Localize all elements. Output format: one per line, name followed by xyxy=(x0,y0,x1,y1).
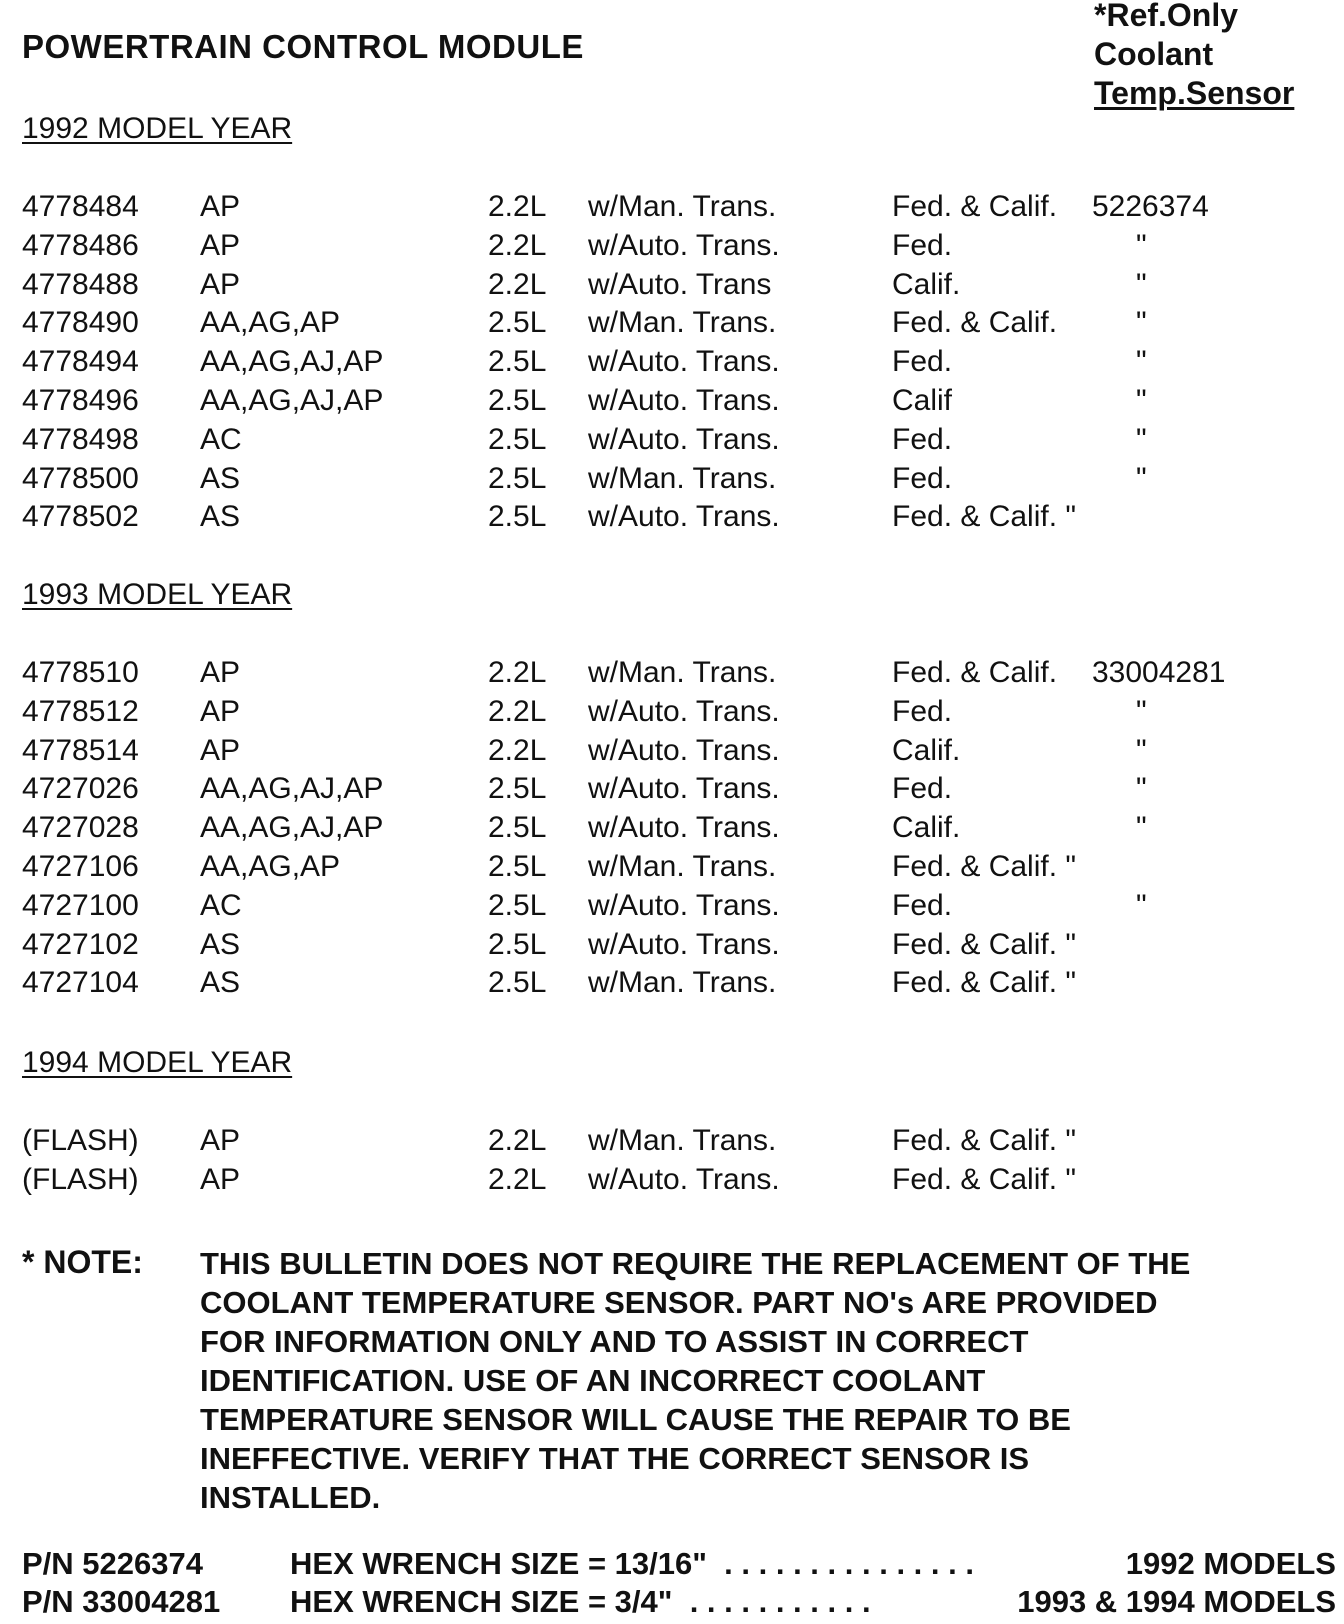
table-row xyxy=(0,500,1344,538)
note-line: THIS BULLETIN DOES NOT REQUIRE THE REPLACEMENT OF THE xyxy=(200,1246,1191,1281)
ditto-mark: " xyxy=(1136,694,1147,728)
emission-spec: Fed. & Calif. " xyxy=(892,1162,1077,1196)
ditto-mark: " xyxy=(1136,461,1147,495)
emission-spec: Fed. & Calif. " xyxy=(892,1124,1077,1157)
table-row xyxy=(0,1163,1344,1201)
body-code: AS xyxy=(200,500,241,534)
note-line: INEFFECTIVE. VERIFY THAT THE CORRECT SENSOR IS xyxy=(200,1441,1030,1476)
emission-spec: Fed. & Calif. " xyxy=(892,850,1077,883)
sensor-part-number: P/N 33004281 xyxy=(22,1584,221,1619)
engine-size: 2.5L xyxy=(488,966,547,1000)
emission-spec: Fed. xyxy=(892,694,953,728)
transmission: w/Auto. Trans. xyxy=(588,384,780,417)
note-label: * NOTE: xyxy=(22,1244,143,1280)
module-part-number: 4727028 xyxy=(22,811,139,845)
engine-size: 2.5L xyxy=(488,850,547,883)
ditto-mark: " xyxy=(1136,306,1147,340)
note-text xyxy=(200,1244,1330,1517)
engine-size: 2.5L xyxy=(488,345,547,379)
emission-spec: Fed. & Calif. xyxy=(892,190,1058,223)
ref-line-3: Temp.Sensor xyxy=(1094,75,1295,111)
emission-spec: Fed. & Calif. " xyxy=(892,966,1077,1000)
table-row xyxy=(0,695,1344,733)
sensor-spec-row xyxy=(0,1584,1344,1624)
emission-spec: Calif xyxy=(892,384,953,417)
ditto-mark: " xyxy=(1136,772,1147,806)
ref-line-2: Coolant xyxy=(1094,36,1214,72)
engine-size: 2.2L xyxy=(488,656,547,689)
ditto-mark: " xyxy=(1136,384,1147,417)
model-year-heading: 1994 MODEL YEAR xyxy=(22,1046,293,1079)
body-code: AP xyxy=(200,190,241,223)
module-part-number: 4778512 xyxy=(22,694,139,728)
engine-size: 2.5L xyxy=(488,461,547,495)
module-part-number: 4778514 xyxy=(22,733,139,767)
ref-column-header xyxy=(1094,0,1294,113)
note-line: IDENTIFICATION. USE OF AN INCORRECT COOLANT xyxy=(200,1363,986,1398)
transmission: w/Man. Trans. xyxy=(588,656,777,689)
body-code: AP xyxy=(200,656,241,689)
emission-spec: Fed. & Calif. " xyxy=(892,927,1077,961)
engine-size: 2.5L xyxy=(488,422,547,456)
applicable-models: 1992 MODELS xyxy=(1125,1546,1336,1581)
transmission: w/Auto. Trans. xyxy=(588,694,780,728)
module-part-number: 4778486 xyxy=(22,228,139,262)
table-row xyxy=(0,229,1344,267)
transmission: w/Auto. Trans. xyxy=(588,811,780,845)
module-part-number: (FLASH) xyxy=(22,1124,139,1157)
ditto-mark: " xyxy=(1136,888,1147,922)
emission-spec: Calif. xyxy=(892,811,961,845)
table-row xyxy=(0,850,1344,888)
table-row xyxy=(0,656,1344,694)
sensor-part-number: P/N 5226374 xyxy=(22,1546,203,1581)
body-code: AP xyxy=(200,1124,241,1157)
body-code: AA,AG,AP xyxy=(200,850,341,883)
hex-wrench-size: HEX WRENCH SIZE = 13/16" . . . . . . . . . . . . . . . xyxy=(290,1546,974,1581)
body-code: AP xyxy=(200,733,241,767)
table-row xyxy=(0,268,1344,306)
table-row xyxy=(0,772,1344,810)
emission-spec: Fed. & Calif. xyxy=(892,306,1058,340)
body-code: AA,AG,AJ,AP xyxy=(200,811,384,845)
engine-size: 2.2L xyxy=(488,733,547,767)
transmission: w/Auto. Trans. xyxy=(588,228,780,262)
module-part-number: 4778490 xyxy=(22,306,139,340)
emission-spec: Calif. xyxy=(892,733,961,767)
emission-spec: Fed. & Calif. " xyxy=(892,500,1077,534)
engine-size: 2.5L xyxy=(488,888,547,922)
ditto-mark: " xyxy=(1136,733,1147,767)
emission-spec: Fed. xyxy=(892,422,953,456)
transmission: w/Man. Trans. xyxy=(588,850,777,883)
ditto-mark: " xyxy=(1136,345,1147,379)
transmission: w/Auto. Trans. xyxy=(588,733,780,767)
table-row xyxy=(0,1124,1344,1162)
engine-size: 2.2L xyxy=(488,190,547,223)
table-row xyxy=(0,734,1344,772)
ditto-mark: " xyxy=(1136,267,1147,301)
emission-spec: Calif. xyxy=(892,267,961,301)
sensor-spec-row xyxy=(0,1546,1344,1586)
emission-spec: Fed. xyxy=(892,461,953,495)
engine-size: 2.5L xyxy=(488,500,547,534)
transmission: w/Man. Trans. xyxy=(588,461,777,495)
ditto-mark: " xyxy=(1136,811,1147,845)
module-part-number: 4727026 xyxy=(22,772,139,806)
body-code: AS xyxy=(200,966,241,1000)
module-part-number: (FLASH) xyxy=(22,1162,139,1196)
table-row xyxy=(0,462,1344,500)
body-code: AA,AG,AP xyxy=(200,306,341,340)
ditto-mark: " xyxy=(1136,228,1147,262)
emission-spec: Fed. xyxy=(892,345,953,379)
note-line: COOLANT TEMPERATURE SENSOR. PART NO's ARE PROVIDED xyxy=(200,1285,1158,1320)
model-year-heading: 1992 MODEL YEAR xyxy=(22,112,293,145)
body-code: AP xyxy=(200,694,241,728)
table-row xyxy=(0,966,1344,1004)
module-part-number: 4727100 xyxy=(22,888,139,922)
hex-wrench-size: HEX WRENCH SIZE = 3/4" . . . . . . . . . . . xyxy=(290,1584,871,1619)
table-row xyxy=(0,384,1344,422)
module-part-number: 4778494 xyxy=(22,345,139,379)
engine-size: 2.5L xyxy=(488,384,547,417)
module-part-number: 4727102 xyxy=(22,927,139,961)
table-row xyxy=(0,928,1344,966)
transmission: w/Man. Trans. xyxy=(588,190,777,223)
transmission: w/Auto. Trans. xyxy=(588,927,780,961)
module-part-number: 4778484 xyxy=(22,190,139,223)
body-code: AC xyxy=(200,888,242,922)
transmission: w/Auto. Trans. xyxy=(588,1162,780,1196)
body-code: AS xyxy=(200,927,241,961)
body-code: AP xyxy=(200,1162,241,1196)
ref-line-1: *Ref.Only xyxy=(1094,0,1239,33)
note-line: INSTALLED. xyxy=(200,1480,381,1515)
engine-size: 2.2L xyxy=(488,694,547,728)
transmission: w/Auto. Trans. xyxy=(588,772,780,806)
transmission: w/Auto. Trans. xyxy=(588,888,780,922)
engine-size: 2.2L xyxy=(488,1162,547,1196)
module-part-number: 4778488 xyxy=(22,267,139,301)
emission-spec: Fed. xyxy=(892,772,953,806)
transmission: w/Auto. Trans xyxy=(588,267,772,301)
engine-size: 2.2L xyxy=(488,228,547,262)
engine-size: 2.5L xyxy=(488,772,547,806)
table-row xyxy=(0,811,1344,849)
emission-spec: Fed. & Calif. xyxy=(892,656,1058,689)
module-part-number: 4778498 xyxy=(22,422,139,456)
body-code: AP xyxy=(200,228,241,262)
transmission: w/Auto. Trans. xyxy=(588,345,780,379)
note-line: TEMPERATURE SENSOR WILL CAUSE THE REPAIR TO BE xyxy=(200,1402,1071,1437)
sensor-part-number: 33004281 xyxy=(1092,656,1226,689)
engine-size: 2.5L xyxy=(488,927,547,961)
model-year-heading: 1993 MODEL YEAR xyxy=(22,578,293,611)
module-part-number: 4778502 xyxy=(22,500,139,534)
body-code: AA,AG,AJ,AP xyxy=(200,384,384,417)
transmission: w/Man. Trans. xyxy=(588,306,777,340)
transmission: w/Auto. Trans. xyxy=(588,500,780,534)
applicable-models: 1993 & 1994 MODELS xyxy=(1017,1584,1336,1619)
module-part-number: 4727106 xyxy=(22,850,139,883)
emission-spec: Fed. xyxy=(892,888,953,922)
transmission: w/Auto. Trans. xyxy=(588,422,780,456)
module-part-number: 4727104 xyxy=(22,966,139,1000)
table-row xyxy=(0,190,1344,228)
body-code: AC xyxy=(200,422,242,456)
engine-size: 2.5L xyxy=(488,811,547,845)
engine-size: 2.5L xyxy=(488,306,547,340)
sensor-part-number: 5226374 xyxy=(1092,190,1209,223)
ditto-mark: " xyxy=(1136,422,1147,456)
table-row xyxy=(0,345,1344,383)
body-code: AP xyxy=(200,267,241,301)
engine-size: 2.2L xyxy=(488,1124,547,1157)
table-row xyxy=(0,306,1344,344)
body-code: AA,AG,AJ,AP xyxy=(200,772,384,806)
module-part-number: 4778496 xyxy=(22,384,139,417)
engine-size: 2.2L xyxy=(488,267,547,301)
table-row xyxy=(0,423,1344,461)
emission-spec: Fed. xyxy=(892,228,953,262)
note-line: FOR INFORMATION ONLY AND TO ASSIST IN CORRECT xyxy=(200,1324,1029,1359)
transmission: w/Man. Trans. xyxy=(588,966,777,1000)
module-part-number: 4778500 xyxy=(22,461,139,495)
module-part-number: 4778510 xyxy=(22,656,139,689)
table-row xyxy=(0,889,1344,927)
page-title: POWERTRAIN CONTROL MODULE xyxy=(22,28,584,65)
body-code: AS xyxy=(200,461,241,495)
transmission: w/Man. Trans. xyxy=(588,1124,777,1157)
body-code: AA,AG,AJ,AP xyxy=(200,345,384,379)
